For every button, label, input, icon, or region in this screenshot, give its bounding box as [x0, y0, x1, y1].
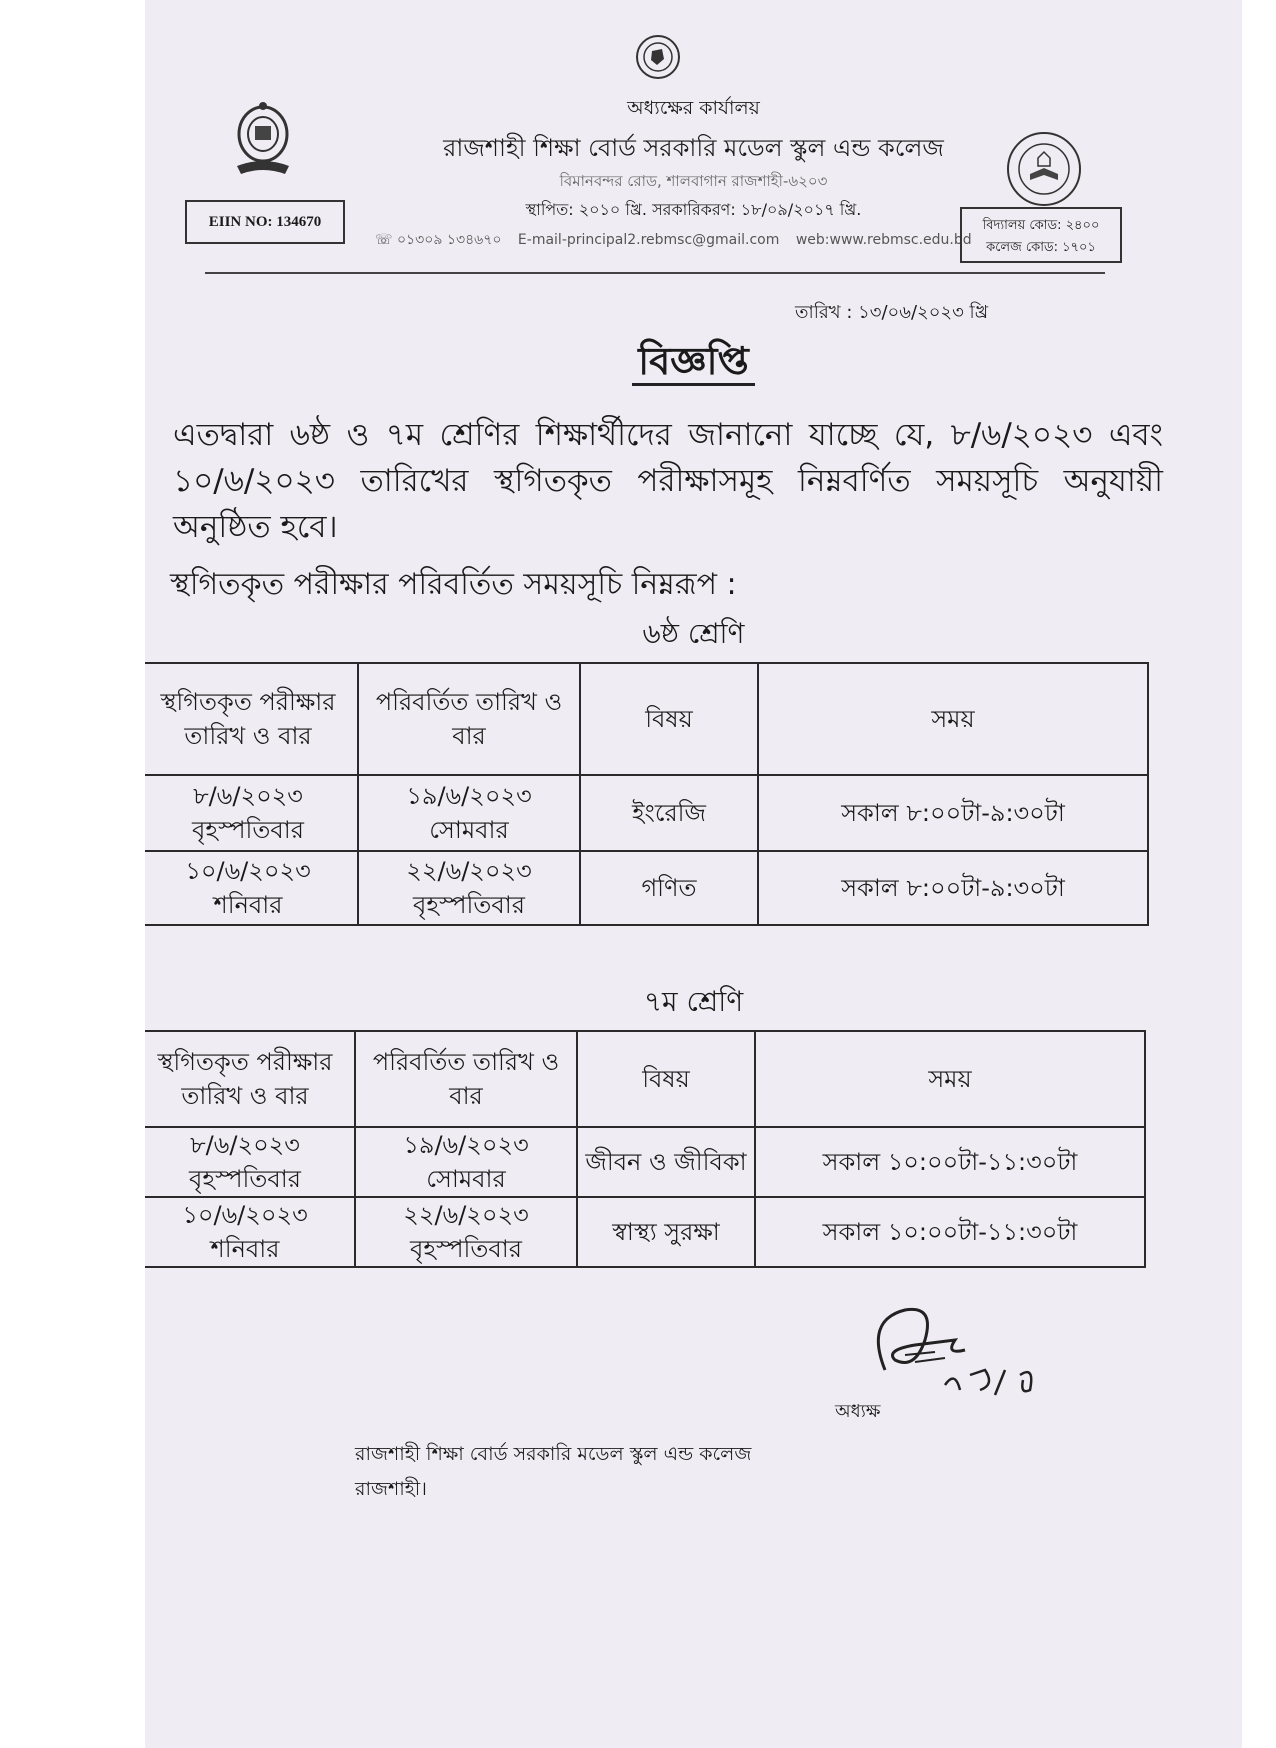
table-row [145, 1197, 1145, 1267]
time-cell: সকাল ৮:০০টা-৯:৩০টা [758, 775, 1148, 851]
signatory-school: রাজশাহী শিক্ষা বোর্ড সরকারি মডেল স্কুল এন্ড কলেজ [355, 1443, 752, 1465]
class6-label: ৬ষ্ঠ শ্রেণি [642, 617, 745, 650]
class6-schedule-table [145, 662, 1149, 926]
subject-cell: গণিত [580, 851, 758, 925]
signatory-city: রাজশাহী। [355, 1478, 427, 1500]
eiin-box: EIIN NO: 134670 [185, 200, 345, 244]
table-row [145, 1127, 1145, 1197]
notice-title [145, 332, 1242, 396]
header-divider [205, 272, 1105, 274]
subject-cell: স্বাস্থ্য সুরক্ষা [577, 1197, 755, 1267]
new-date-cell: ২২/৬/২০২৩ বৃহস্পতিবার [358, 851, 580, 925]
notice-date: তারিখ : ১৩/০৬/২০২৩ খ্রি [795, 302, 989, 323]
header-subject: বিষয় [577, 1031, 755, 1127]
table-row [145, 775, 1148, 851]
school-name: রাজশাহী শিক্ষা বোর্ড সরকারি মডেল স্কুল এন্ড কলেজ [443, 134, 944, 162]
institution-codes-box [960, 207, 1122, 263]
new-date-cell: ১৯/৬/২০২৩ সোমবার [358, 775, 580, 851]
header-time: সময় [758, 663, 1148, 775]
table-row [145, 851, 1148, 925]
new-date-cell: ১৯/৬/২০২৩ সোমবার [355, 1127, 577, 1197]
phone-number: ☏ ০১৩০৯ ১৩৪৬৭০ [375, 232, 502, 248]
website: web:www.rebmsc.edu.bd [795, 232, 972, 248]
header-postponed-date: স্থগিতকৃত পরীক্ষার তারিখ ও বার [145, 1031, 355, 1127]
school-code: বিদ্যালয় কোড: ২৪০০ [982, 218, 1100, 233]
time-cell: সকাল ১০:০০টা-১১:৩০টা [755, 1197, 1145, 1267]
notice-title-text: বিজ্ঞপ্তি [632, 339, 755, 386]
handwritten-signature [845, 1300, 1085, 1410]
old-date-cell: ১০/৬/২০২৩ শনিবার [145, 1197, 355, 1267]
signatory-role: অধ্যক্ষ [835, 1401, 881, 1422]
time-cell: সকাল ৮:০০টা-৯:৩০টা [758, 851, 1148, 925]
schedule-subheading: স্থগিতকৃত পরীক্ষার পরিবর্তিত সময়সূচি নিম্নরূপ : [170, 567, 737, 602]
email-address: E-mail-principal2.rebmsc@gmail.com [517, 232, 780, 248]
header-postponed-date: স্থগিতকৃত পরীক্ষার তারিখ ও বার [145, 663, 358, 775]
subject-cell: ইংরেজি [580, 775, 758, 851]
establishment-info: স্থাপিত: ২০১০ খ্রি. সরকারিকরণ: ১৮/০৯/২০১৭ খ্রি. [525, 200, 862, 219]
new-date-cell: ২২/৬/২০২৩ বৃহস্পতিবার [355, 1197, 577, 1267]
college-code: কলেজ কোড: ১৭০১ [986, 240, 1096, 255]
old-date-cell: ৮/৬/২০২৩ বৃহস্পতিবার [145, 775, 358, 851]
header-subject: বিষয় [580, 663, 758, 775]
table-header-row [145, 1031, 1145, 1127]
class7-label: ৭ম শ্রেণি [643, 985, 744, 1018]
old-date-cell: ১০/৬/২০২৩ শনিবার [145, 851, 358, 925]
school-address: বিমানবন্দর রোড, শালবাগান রাজশাহী-৬২০৩ [559, 172, 828, 190]
notice-paragraph: এতদ্বারা ৬ষ্ঠ ও ৭ম শ্রেণির শিক্ষার্থীদের জানানো যাচ্ছে যে, ৮/৬/২০২৩ এবং ১০/৬/২০২৩ তারিখের স্থগিতকৃত পরীক্ষাসমূহ নিম্নবর্ণিত সময়সূচি অনুযায়ী অনুষ্ঠিত হবে। [173, 417, 1163, 545]
notice-page [145, 0, 1242, 1748]
contact-line [375, 228, 972, 252]
old-date-cell: ৮/৬/২০২৩ বৃহস্পতিবার [145, 1127, 355, 1197]
class7-schedule-table [145, 1030, 1146, 1268]
time-cell: সকাল ১০:০০টা-১১:৩০টা [755, 1127, 1145, 1197]
subject-cell: জীবন ও জীবিকা [577, 1127, 755, 1197]
header-changed-date: পরিবর্তিত তারিখ ও বার [355, 1031, 577, 1127]
table-header-row [145, 663, 1148, 775]
office-title: অধ্যক্ষের কার্যালয় [627, 97, 760, 119]
header-changed-date: পরিবর্তিত তারিখ ও বার [358, 663, 580, 775]
header-time: সময় [755, 1031, 1145, 1127]
government-emblem-icon [635, 34, 681, 80]
